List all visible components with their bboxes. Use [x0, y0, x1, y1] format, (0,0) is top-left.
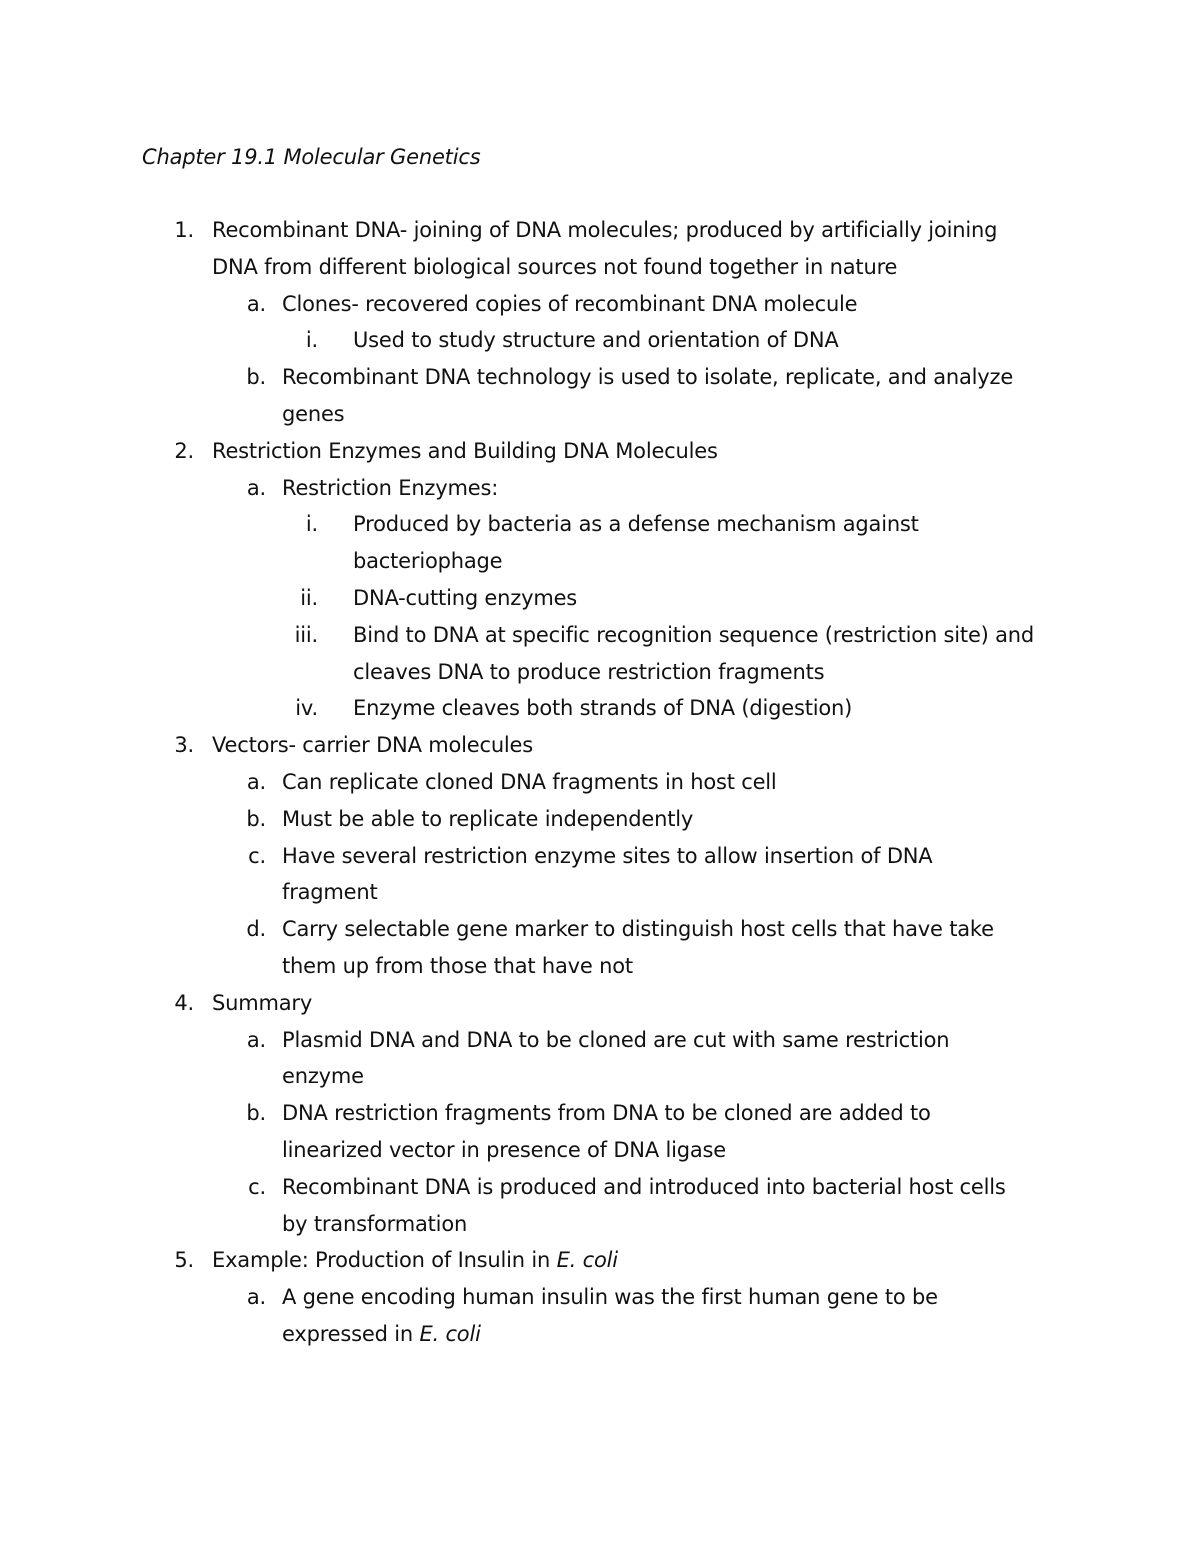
page-title: Chapter 19.1 Molecular Genetics	[142, 145, 481, 169]
list-item-text-segment: Restriction Enzymes and Building DNA Molecules	[212, 438, 718, 463]
list-item-text-segment: cleaves DNA to produce restriction fragments	[353, 659, 825, 684]
list-marker: 2.	[174, 438, 194, 463]
list-item-text-segment: Summary	[212, 990, 313, 1015]
list-item	[0, 212, 1200, 249]
list-marker: c.	[248, 843, 266, 868]
list-item-text-segment: DNA restriction fragments from DNA to be cloned are added to	[282, 1101, 931, 1126]
list-item-text	[282, 764, 777, 801]
list-item-text	[282, 396, 344, 433]
list-item	[0, 322, 1200, 359]
italic-species-name: E. coli	[419, 1321, 481, 1346]
list-marker: a.	[246, 475, 266, 500]
list-item-text	[282, 1316, 481, 1353]
list-item-text-segment: Can replicate cloned DNA fragments in host cell	[282, 769, 777, 794]
list-marker: 1.	[174, 218, 194, 242]
list-item-text	[282, 359, 1013, 396]
list-item-text-segment: Plasmid DNA and DNA to be cloned are cut with same restriction	[282, 1027, 950, 1052]
list-item-text	[212, 727, 533, 764]
list-item-text-segment: Carry selectable gene marker to distinguish host cells that have take	[282, 917, 994, 942]
list-item-text-segment: Recombinant DNA- joining of DNA molecules; produced by artificially joining	[212, 218, 998, 242]
list-marker: i.	[305, 328, 318, 353]
list-item	[0, 249, 1200, 286]
list-item-text	[212, 212, 997, 249]
list-item	[0, 948, 1200, 985]
list-marker: a.	[246, 769, 266, 794]
list-item-text-segment: genes	[282, 401, 345, 426]
list-item	[0, 1095, 1200, 1132]
list-item-text	[282, 470, 498, 507]
list-item	[0, 1169, 1200, 1206]
list-item	[0, 617, 1200, 654]
list-item	[0, 1132, 1200, 1169]
list-item	[0, 801, 1200, 838]
list-item-text-segment: Vectors- carrier DNA molecules	[212, 733, 534, 758]
list-item-text-segment: expressed in	[282, 1321, 420, 1346]
list-item	[0, 838, 1200, 875]
list-item-text-segment: bacteriophage	[353, 549, 503, 574]
list-item-text	[353, 506, 919, 543]
list-item-text	[212, 433, 718, 470]
list-marker: d.	[246, 917, 266, 942]
list-item	[0, 433, 1200, 470]
list-item	[0, 470, 1200, 507]
list-item-text	[282, 1058, 364, 1095]
list-item-text	[282, 1022, 949, 1059]
list-marker: a.	[246, 1285, 266, 1310]
list-item-text-segment: Recombinant DNA technology is used to isolate, replicate, and analyze	[282, 365, 1014, 390]
list-item-text-segment: Enzyme cleaves both strands of DNA (digestion)	[353, 696, 853, 721]
list-marker: 3.	[174, 733, 194, 758]
list-marker: iii.	[294, 622, 318, 647]
list-item	[0, 1022, 1200, 1059]
list-item	[0, 359, 1200, 396]
list-item	[0, 580, 1200, 617]
list-marker: a.	[246, 291, 266, 316]
list-item-text	[282, 1169, 1006, 1206]
list-item-text	[282, 801, 693, 838]
list-item-text	[282, 1132, 726, 1169]
list-item-text	[212, 249, 897, 286]
list-item-text-segment: them up from those that have not	[282, 953, 633, 978]
list-item-text	[353, 617, 1034, 654]
list-item-text-segment: fragment	[282, 880, 378, 905]
list-item-text	[282, 286, 857, 323]
list-item	[0, 727, 1200, 764]
list-item-text-segment: Recombinant DNA is produced and introduced into bacterial host cells	[282, 1174, 1006, 1199]
list-item	[0, 764, 1200, 801]
list-item-text	[282, 838, 932, 875]
list-item	[0, 690, 1200, 727]
list-marker: ii.	[300, 585, 318, 610]
list-item	[0, 1058, 1200, 1095]
list-item-text-segment: linearized vector in presence of DNA ligase	[282, 1137, 726, 1162]
list-item-text-segment: Example: Production of Insulin in	[212, 1248, 557, 1273]
list-item-text-segment: Have several restriction enzyme sites to allow insertion of DNA	[282, 843, 933, 868]
list-item-text	[212, 1242, 618, 1279]
list-item-text-segment: enzyme	[282, 1064, 364, 1089]
list-item-text	[282, 948, 633, 985]
list-item	[0, 911, 1200, 948]
list-item	[0, 396, 1200, 433]
list-item	[0, 506, 1200, 543]
list-item	[0, 1316, 1200, 1353]
list-item-text-segment: by transformation	[282, 1211, 468, 1236]
list-item	[0, 874, 1200, 911]
list-item	[0, 543, 1200, 580]
list-marker: b.	[246, 365, 266, 390]
list-item-text	[353, 580, 577, 617]
list-item-text-segment: DNA from different biological sources not found together in nature	[212, 254, 898, 279]
list-item	[0, 1279, 1200, 1316]
list-item-text	[282, 1095, 931, 1132]
list-item	[0, 985, 1200, 1022]
list-marker: b.	[246, 1101, 266, 1126]
list-item-text-segment: DNA-cutting enzymes	[353, 585, 578, 610]
list-marker: i.	[305, 512, 318, 537]
list-item-text-segment: Restriction Enzymes:	[282, 475, 499, 500]
list-item-text	[353, 654, 824, 691]
list-item-text-segment: Clones- recovered copies of recombinant DNA molecule	[282, 291, 858, 316]
list-marker: c.	[248, 1174, 266, 1199]
outline-list	[0, 212, 1200, 1353]
list-item	[0, 654, 1200, 691]
list-marker: a.	[246, 1027, 266, 1052]
list-item-text	[282, 911, 994, 948]
list-marker: 4.	[174, 990, 194, 1015]
list-item	[0, 1206, 1200, 1243]
list-item	[0, 286, 1200, 323]
list-item-text	[282, 1279, 938, 1316]
list-item	[0, 1242, 1200, 1279]
list-item-text-segment: Produced by bacteria as a defense mechanism against	[353, 512, 919, 537]
list-item-text-segment: A gene encoding human insulin was the first human gene to be	[282, 1285, 938, 1310]
list-item-text	[353, 543, 502, 580]
list-item-text	[353, 322, 839, 359]
list-item-text	[212, 985, 312, 1022]
italic-species-name: E. coli	[556, 1248, 618, 1273]
list-item-text-segment: Used to study structure and orientation of DNA	[353, 328, 839, 353]
list-marker: 5.	[174, 1248, 194, 1273]
list-item-text	[282, 874, 378, 911]
list-marker: b.	[246, 806, 266, 831]
list-item-text	[282, 1206, 467, 1243]
list-item-text-segment: Must be able to replicate independently	[282, 806, 694, 831]
list-item-text	[353, 690, 852, 727]
list-item-text-segment: Bind to DNA at specific recognition sequence (restriction site) and	[353, 622, 1035, 647]
list-marker: iv.	[295, 696, 318, 721]
